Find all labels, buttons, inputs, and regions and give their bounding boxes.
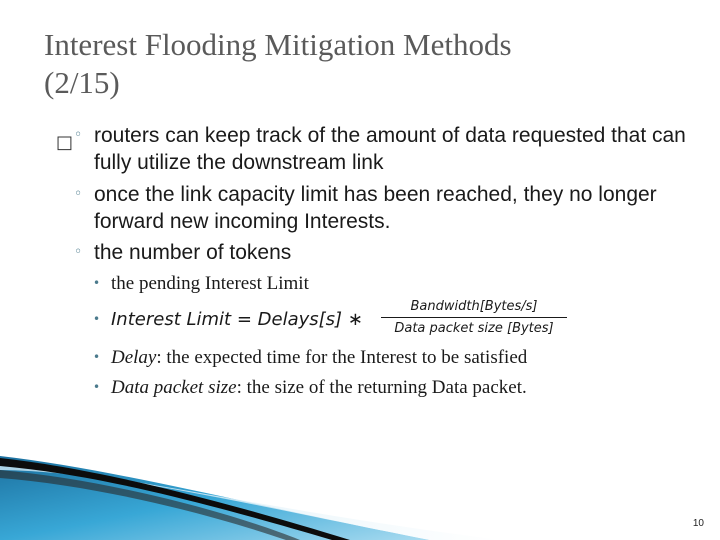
bullet-2-line-2: forward new incoming Interests. [94,210,391,233]
bullet-1 [94,122,694,176]
sub-bullet-delay [111,346,691,370]
bullet-3 [94,239,694,266]
formula-lhs: Interest Limit = Delays[s] ∗ [111,309,363,330]
data-packet-size-term: Data packet size [111,377,237,398]
sub-bullet-pending: the pending Interest Limit [111,273,309,294]
missing-glyph-icon: □ [56,132,74,153]
dot-bullet-icon: • [93,312,101,326]
title-line-1: Interest Flooding Mitigation Methods [44,27,512,62]
dot-bullet-icon: • [93,276,101,290]
formula-fraction [381,298,567,337]
bullet-1-line-2: fully utilize the downstream link [94,151,384,174]
bullet-1-line-1: routers can keep track of the amount of data requested that can [94,124,686,147]
slide-title [44,26,684,102]
delay-text: : the expected time for the Interest to be satisfied [156,347,528,368]
fraction-bar [381,317,567,318]
circle-bullet-icon: ◦ [74,244,83,260]
formula-numerator: Bandwidth[Bytes/s] [410,299,538,314]
delay-term: Delay [111,347,157,368]
dot-bullet-icon: • [93,350,101,364]
bullet-2-line-1: once the link capacity limit has been reached, they no longer [94,183,657,206]
circle-bullet-icon: ◦ [74,127,83,143]
dot-bullet-icon: • [93,380,101,394]
title-line-2: (2/15) [44,65,120,100]
bullet-2 [94,181,694,235]
page-number: 10 [692,518,704,529]
bullet-3-line-1: the number of tokens [94,241,292,264]
circle-bullet-icon: ◦ [74,186,83,202]
data-packet-size-text: : the size of the returning Data packet. [236,377,527,398]
sub-bullet-data-packet-size [111,376,691,400]
formula-denominator: Data packet size [Bytes] [394,321,554,336]
